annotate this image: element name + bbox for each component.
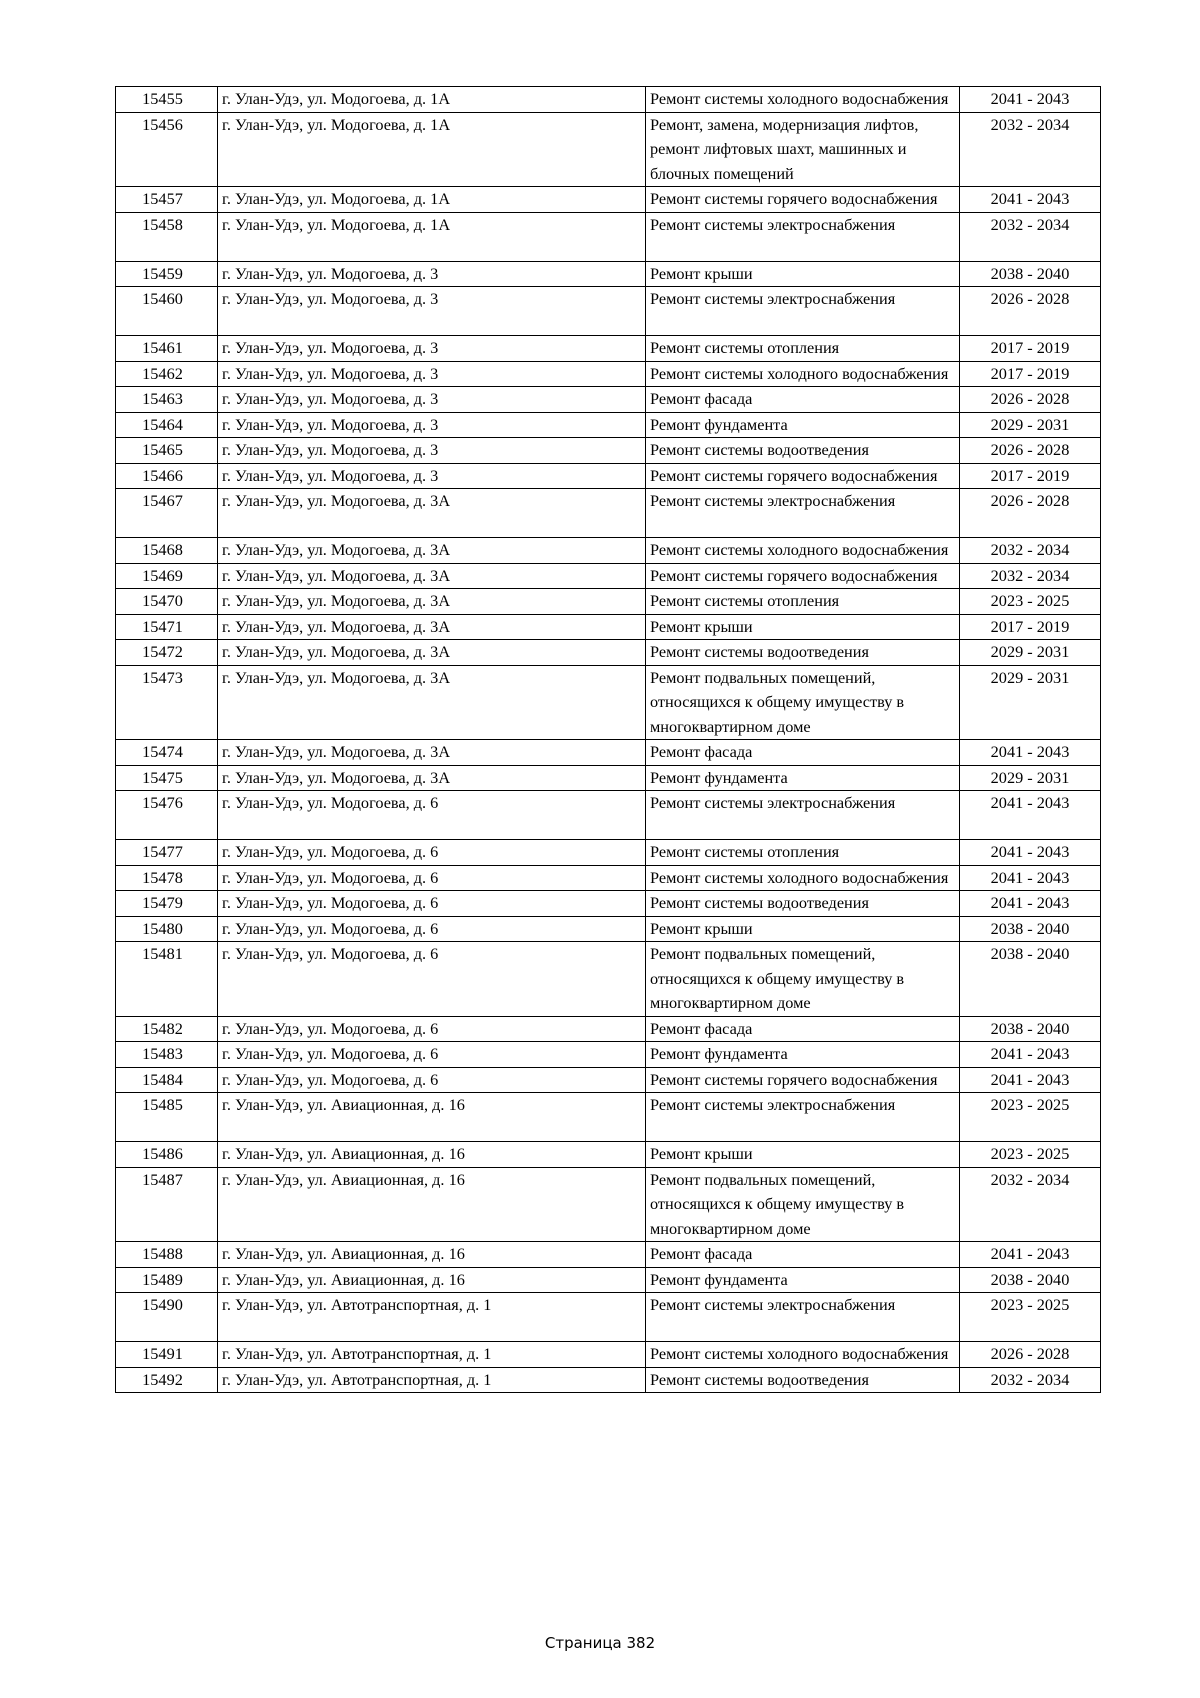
row-number-cell: 15475 [116, 765, 218, 791]
work-type-cell: Ремонт подвальных помещений, относящихся к общему имуществу в многоквартирном доме [646, 942, 960, 1017]
address-cell: г. Улан-Удэ, ул. Модогоева, д. 6 [218, 916, 646, 942]
period-cell: 2029 - 2031 [960, 412, 1101, 438]
work-type-cell: Ремонт подвальных помещений, относящихся к общему имуществу в многоквартирном доме [646, 1167, 960, 1242]
work-type-cell: Ремонт системы холодного водоснабжения [646, 361, 960, 387]
row-number-cell: 15483 [116, 1042, 218, 1068]
address-cell: г. Улан-Удэ, ул. Модогоева, д. 6 [218, 865, 646, 891]
table-row [116, 287, 1101, 336]
period-cell: 2032 - 2034 [960, 112, 1101, 187]
row-number-cell: 15476 [116, 791, 218, 840]
table-row [116, 791, 1101, 840]
period-cell: 2041 - 2043 [960, 891, 1101, 917]
row-number-cell: 15477 [116, 840, 218, 866]
row-number-cell: 15465 [116, 438, 218, 464]
period-cell: 2032 - 2034 [960, 1167, 1101, 1242]
row-number-cell: 15480 [116, 916, 218, 942]
table-row [116, 865, 1101, 891]
work-type-cell: Ремонт фасада [646, 1016, 960, 1042]
address-cell: г. Улан-Удэ, ул. Модогоева, д. 3А [218, 740, 646, 766]
row-number-cell: 15471 [116, 614, 218, 640]
period-cell: 2023 - 2025 [960, 589, 1101, 615]
address-cell: г. Улан-Удэ, ул. Модогоева, д. 3 [218, 412, 646, 438]
address-cell: г. Улан-Удэ, ул. Модогоева, д. 3А [218, 563, 646, 589]
period-cell: 2029 - 2031 [960, 765, 1101, 791]
address-cell: г. Улан-Удэ, ул. Модогоева, д. 3 [218, 438, 646, 464]
work-type-cell: Ремонт крыши [646, 614, 960, 640]
row-number-cell: 15478 [116, 865, 218, 891]
table-row [116, 740, 1101, 766]
work-type-cell: Ремонт крыши [646, 916, 960, 942]
work-type-cell: Ремонт, замена, модернизация лифтов, ремонт лифтовых шахт, машинных и блочных помещений [646, 112, 960, 187]
row-number-cell: 15456 [116, 112, 218, 187]
row-number-cell: 15458 [116, 212, 218, 261]
table-row [116, 489, 1101, 538]
address-cell: г. Улан-Удэ, ул. Модогоева, д. 1А [218, 87, 646, 113]
work-type-cell: Ремонт фундамента [646, 765, 960, 791]
table-row [116, 112, 1101, 187]
period-cell: 2041 - 2043 [960, 1042, 1101, 1068]
table-row [116, 640, 1101, 666]
table-row [116, 1142, 1101, 1168]
row-number-cell: 15486 [116, 1142, 218, 1168]
row-number-cell: 15468 [116, 538, 218, 564]
repair-schedule-table [115, 86, 1101, 1393]
period-cell: 2041 - 2043 [960, 865, 1101, 891]
address-cell: г. Улан-Удэ, ул. Модогоева, д. 1А [218, 212, 646, 261]
period-cell: 2041 - 2043 [960, 187, 1101, 213]
work-type-cell: Ремонт системы отопления [646, 840, 960, 866]
work-type-cell: Ремонт системы электроснабжения [646, 489, 960, 538]
row-number-cell: 15484 [116, 1067, 218, 1093]
period-cell: 2041 - 2043 [960, 740, 1101, 766]
address-cell: г. Улан-Удэ, ул. Модогоева, д. 6 [218, 942, 646, 1017]
address-cell: г. Улан-Удэ, ул. Модогоева, д. 6 [218, 1016, 646, 1042]
table-row [116, 212, 1101, 261]
period-cell: 2038 - 2040 [960, 1267, 1101, 1293]
work-type-cell: Ремонт системы холодного водоснабжения [646, 87, 960, 113]
period-cell: 2038 - 2040 [960, 916, 1101, 942]
work-type-cell: Ремонт системы отопления [646, 336, 960, 362]
row-number-cell: 15455 [116, 87, 218, 113]
work-type-cell: Ремонт фасада [646, 387, 960, 413]
table-body [116, 87, 1101, 1393]
table-row [116, 1016, 1101, 1042]
work-type-cell: Ремонт системы отопления [646, 589, 960, 615]
period-cell: 2017 - 2019 [960, 361, 1101, 387]
row-number-cell: 15464 [116, 412, 218, 438]
row-number-cell: 15479 [116, 891, 218, 917]
work-type-cell: Ремонт подвальных помещений, относящихся к общему имуществу в многоквартирном доме [646, 665, 960, 740]
period-cell: 2041 - 2043 [960, 87, 1101, 113]
period-cell: 2041 - 2043 [960, 791, 1101, 840]
period-cell: 2023 - 2025 [960, 1142, 1101, 1168]
row-number-cell: 15491 [116, 1342, 218, 1368]
table-row [116, 361, 1101, 387]
work-type-cell: Ремонт системы водоотведения [646, 438, 960, 464]
period-cell: 2017 - 2019 [960, 336, 1101, 362]
row-number-cell: 15481 [116, 942, 218, 1017]
work-type-cell: Ремонт крыши [646, 1142, 960, 1168]
address-cell: г. Улан-Удэ, ул. Авиационная, д. 16 [218, 1093, 646, 1142]
row-number-cell: 15490 [116, 1293, 218, 1342]
address-cell: г. Улан-Удэ, ул. Модогоева, д. 3 [218, 361, 646, 387]
address-cell: г. Улан-Удэ, ул. Модогоева, д. 3А [218, 614, 646, 640]
row-number-cell: 15467 [116, 489, 218, 538]
address-cell: г. Улан-Удэ, ул. Модогоева, д. 3А [218, 538, 646, 564]
table-row [116, 916, 1101, 942]
period-cell: 2017 - 2019 [960, 463, 1101, 489]
row-number-cell: 15461 [116, 336, 218, 362]
table-row [116, 412, 1101, 438]
row-number-cell: 15487 [116, 1167, 218, 1242]
address-cell: г. Улан-Удэ, ул. Модогоева, д. 3 [218, 463, 646, 489]
work-type-cell: Ремонт системы горячего водоснабжения [646, 1067, 960, 1093]
period-cell: 2029 - 2031 [960, 665, 1101, 740]
address-cell: г. Улан-Удэ, ул. Модогоева, д. 3А [218, 765, 646, 791]
page-number: Страница 382 [544, 1634, 656, 1652]
table-row [116, 1167, 1101, 1242]
table-row [116, 665, 1101, 740]
work-type-cell: Ремонт системы водоотведения [646, 891, 960, 917]
row-number-cell: 15492 [116, 1367, 218, 1393]
address-cell: г. Улан-Удэ, ул. Модогоева, д. 3 [218, 387, 646, 413]
period-cell: 2038 - 2040 [960, 1016, 1101, 1042]
address-cell: г. Улан-Удэ, ул. Модогоева, д. 6 [218, 1067, 646, 1093]
period-cell: 2038 - 2040 [960, 942, 1101, 1017]
table-row [116, 336, 1101, 362]
row-number-cell: 15482 [116, 1016, 218, 1042]
table-row [116, 1342, 1101, 1368]
period-cell: 2029 - 2031 [960, 640, 1101, 666]
address-cell: г. Улан-Удэ, ул. Авиационная, д. 16 [218, 1142, 646, 1168]
row-number-cell: 15463 [116, 387, 218, 413]
address-cell: г. Улан-Удэ, ул. Модогоева, д. 3 [218, 287, 646, 336]
period-cell: 2023 - 2025 [960, 1093, 1101, 1142]
work-type-cell: Ремонт фундамента [646, 412, 960, 438]
address-cell: г. Улан-Удэ, ул. Автотранспортная, д. 1 [218, 1367, 646, 1393]
row-number-cell: 15472 [116, 640, 218, 666]
row-number-cell: 15466 [116, 463, 218, 489]
period-cell: 2026 - 2028 [960, 287, 1101, 336]
row-number-cell: 15473 [116, 665, 218, 740]
work-type-cell: Ремонт системы электроснабжения [646, 212, 960, 261]
table-row [116, 891, 1101, 917]
row-number-cell: 15459 [116, 261, 218, 287]
period-cell: 2041 - 2043 [960, 1067, 1101, 1093]
table-row [116, 438, 1101, 464]
row-number-cell: 15488 [116, 1242, 218, 1268]
table-row [116, 261, 1101, 287]
period-cell: 2032 - 2034 [960, 212, 1101, 261]
table-row [116, 387, 1101, 413]
work-type-cell: Ремонт фундамента [646, 1267, 960, 1293]
table-row [116, 1093, 1101, 1142]
table-row [116, 1042, 1101, 1068]
address-cell: г. Улан-Удэ, ул. Модогоева, д. 3А [218, 640, 646, 666]
work-type-cell: Ремонт системы холодного водоснабжения [646, 538, 960, 564]
work-type-cell: Ремонт системы горячего водоснабжения [646, 563, 960, 589]
row-number-cell: 15470 [116, 589, 218, 615]
table-row [116, 1293, 1101, 1342]
table-row [116, 1067, 1101, 1093]
row-number-cell: 15462 [116, 361, 218, 387]
period-cell: 2041 - 2043 [960, 840, 1101, 866]
address-cell: г. Улан-Удэ, ул. Модогоева, д. 6 [218, 840, 646, 866]
table-row [116, 87, 1101, 113]
row-number-cell: 15460 [116, 287, 218, 336]
table-row [116, 187, 1101, 213]
row-number-cell: 15474 [116, 740, 218, 766]
table-row [116, 538, 1101, 564]
table-row [116, 1242, 1101, 1268]
period-cell: 2038 - 2040 [960, 261, 1101, 287]
work-type-cell: Ремонт системы холодного водоснабжения [646, 1342, 960, 1368]
work-type-cell: Ремонт фасада [646, 1242, 960, 1268]
work-type-cell: Ремонт крыши [646, 261, 960, 287]
period-cell: 2023 - 2025 [960, 1293, 1101, 1342]
table-row [116, 589, 1101, 615]
address-cell: г. Улан-Удэ, ул. Модогоева, д. 6 [218, 791, 646, 840]
work-type-cell: Ремонт системы электроснабжения [646, 287, 960, 336]
document-sheet [115, 86, 1100, 1393]
table-row [116, 563, 1101, 589]
address-cell: г. Улан-Удэ, ул. Автотранспортная, д. 1 [218, 1293, 646, 1342]
address-cell: г. Улан-Удэ, ул. Модогоева, д. 1А [218, 112, 646, 187]
address-cell: г. Улан-Удэ, ул. Модогоева, д. 3 [218, 336, 646, 362]
row-number-cell: 15485 [116, 1093, 218, 1142]
address-cell: г. Улан-Удэ, ул. Модогоева, д. 1А [218, 187, 646, 213]
period-cell: 2041 - 2043 [960, 1242, 1101, 1268]
work-type-cell: Ремонт фундамента [646, 1042, 960, 1068]
address-cell: г. Улан-Удэ, ул. Модогоева, д. 3А [218, 665, 646, 740]
address-cell: г. Улан-Удэ, ул. Авиационная, д. 16 [218, 1267, 646, 1293]
period-cell: 2026 - 2028 [960, 387, 1101, 413]
table-row [116, 840, 1101, 866]
period-cell: 2017 - 2019 [960, 614, 1101, 640]
work-type-cell: Ремонт системы горячего водоснабжения [646, 463, 960, 489]
table-row [116, 1267, 1101, 1293]
table-row [116, 1367, 1101, 1393]
work-type-cell: Ремонт системы электроснабжения [646, 1293, 960, 1342]
address-cell: г. Улан-Удэ, ул. Авиационная, д. 16 [218, 1167, 646, 1242]
period-cell: 2026 - 2028 [960, 489, 1101, 538]
table-row [116, 765, 1101, 791]
period-cell: 2032 - 2034 [960, 1367, 1101, 1393]
table-row [116, 614, 1101, 640]
row-number-cell: 15469 [116, 563, 218, 589]
address-cell: г. Улан-Удэ, ул. Модогоева, д. 3А [218, 489, 646, 538]
work-type-cell: Ремонт системы водоотведения [646, 1367, 960, 1393]
address-cell: г. Улан-Удэ, ул. Модогоева, д. 3А [218, 589, 646, 615]
period-cell: 2026 - 2028 [960, 438, 1101, 464]
address-cell: г. Улан-Удэ, ул. Модогоева, д. 6 [218, 891, 646, 917]
work-type-cell: Ремонт системы электроснабжения [646, 1093, 960, 1142]
row-number-cell: 15489 [116, 1267, 218, 1293]
work-type-cell: Ремонт системы горячего водоснабжения [646, 187, 960, 213]
row-number-cell: 15457 [116, 187, 218, 213]
address-cell: г. Улан-Удэ, ул. Модогоева, д. 3 [218, 261, 646, 287]
work-type-cell: Ремонт системы электроснабжения [646, 791, 960, 840]
period-cell: 2026 - 2028 [960, 1342, 1101, 1368]
work-type-cell: Ремонт фасада [646, 740, 960, 766]
table-row [116, 463, 1101, 489]
address-cell: г. Улан-Удэ, ул. Авиационная, д. 16 [218, 1242, 646, 1268]
table-row [116, 942, 1101, 1017]
period-cell: 2032 - 2034 [960, 538, 1101, 564]
address-cell: г. Улан-Удэ, ул. Автотранспортная, д. 1 [218, 1342, 646, 1368]
address-cell: г. Улан-Удэ, ул. Модогоева, д. 6 [218, 1042, 646, 1068]
period-cell: 2032 - 2034 [960, 563, 1101, 589]
work-type-cell: Ремонт системы холодного водоснабжения [646, 865, 960, 891]
work-type-cell: Ремонт системы водоотведения [646, 640, 960, 666]
